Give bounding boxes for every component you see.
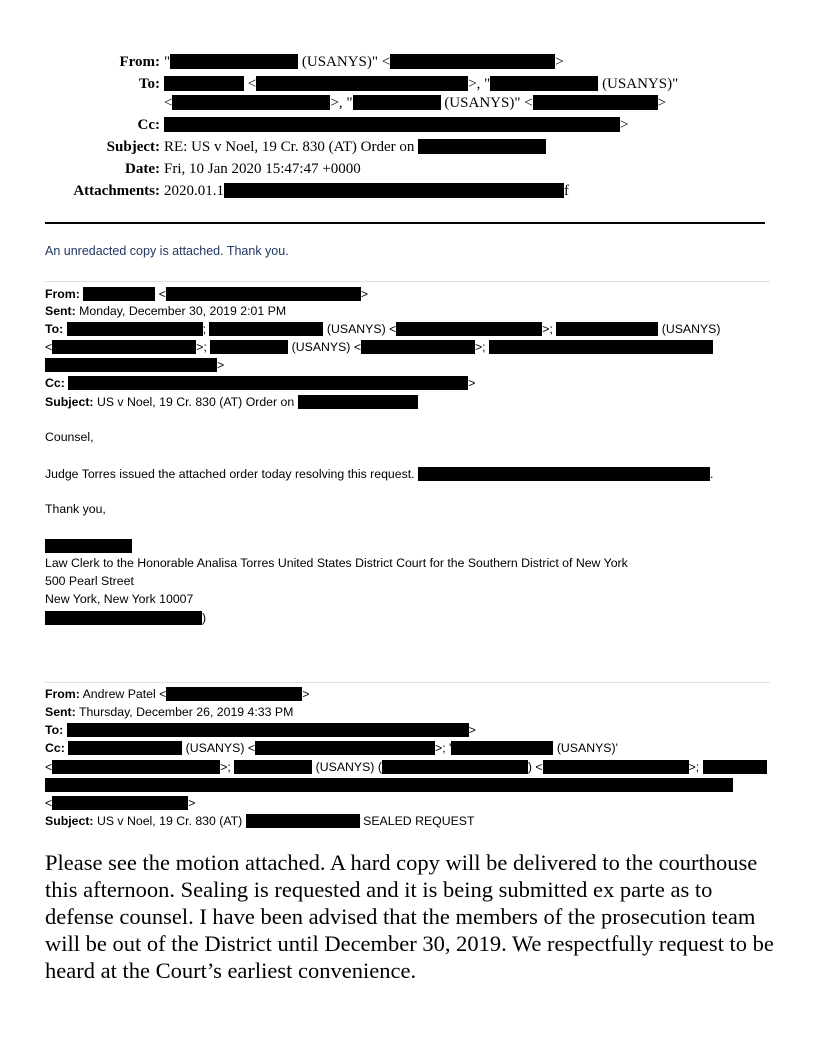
redaction-block [418,467,710,481]
redaction-block [489,340,713,354]
email1-from-row: From: < > [45,287,369,301]
header-attachments-label: Attachments: [73,183,160,199]
header-from-label: From: [119,54,160,70]
redaction-block [166,287,361,301]
email1-to-row-3: > [45,357,224,374]
email2-cc-row-2: < >; (USANYS) ( ) < >; [45,759,767,776]
header-to-label: To: [138,76,160,92]
header-divider [45,222,765,224]
email1-subject-row: Subject: US v Noel, 19 Cr. 830 (AT) Order on [45,394,418,411]
email1-sent-row: Sent: Monday, December 30, 2019 2:01 PM [45,304,287,318]
redaction-block [170,54,298,69]
header-to-value: < >, " (USANYS)" [164,75,678,94]
email2-subject-row: Subject: US v Noel, 19 Cr. 830 (AT) SEALED REQUEST [45,814,475,828]
header-date-value: Fri, 10 Jan 2020 15:47:47 +0000 [164,161,361,177]
redaction-block [164,117,620,132]
header-to-value-2: < >, " (USANYS)" < > [164,95,667,111]
redaction-block [246,814,360,828]
redaction-block [45,358,217,372]
redaction-block [353,95,441,110]
redaction-block [45,611,202,625]
email1-thanks: Thank you, [45,502,106,516]
redaction-block [418,139,546,154]
redaction-block [298,395,418,409]
redaction-block [382,760,528,774]
email1-to-row-2: < >; (USANYS) < >; [45,339,713,356]
redaction-block [68,741,182,755]
email1-signature-title: Law Clerk to the Honorable Analisa Torres United States District Court for the Southern District of New York [45,556,628,570]
header-attachments-value: 2020.01.1 f [164,183,569,199]
email2-cc-row-4: < > [45,796,196,810]
email1-cc-row: Cc: > [45,376,476,390]
redaction-block [210,340,288,354]
header-from-value: " (USANYS)" < > [164,54,564,70]
redaction-block [83,287,155,301]
email2-cc-row-3 [45,777,733,794]
header-cc-value: > [164,116,628,135]
redaction-block [543,760,689,774]
divider [45,281,770,282]
redaction-block [451,741,553,755]
redaction-block [166,687,302,701]
email1-to-row: To: ; (USANYS) < >; (USANYS) [45,322,721,336]
divider [45,682,770,683]
email2-cc-row: Cc: (USANYS) < >; ' (USANYS)' [45,741,618,755]
redaction-block [255,741,435,755]
redaction-block [390,54,555,69]
email1-body: Judge Torres issued the attached order today resolving this request. . [45,467,714,481]
header-cc-label: Cc: [137,117,160,133]
email1-salutation: Counsel, [45,430,94,444]
redaction-block [556,322,658,336]
email2-to-row: To: > [45,723,476,737]
redaction-block [490,76,598,91]
email1-signature-city: New York, New York 10007 [45,592,194,606]
header-subject-label: Subject: [106,139,160,155]
redaction-block [52,340,196,354]
email2-sent-row: Sent: Thursday, December 26, 2019 4:33 PM [45,705,294,719]
redaction-block [68,376,468,390]
email1-signature-contact: ) [45,610,206,627]
note-text: An unredacted copy is attached. Thank you. [45,244,289,258]
redaction-block [172,95,330,110]
redaction-block [52,760,220,774]
header-date-label: Date: [125,161,160,177]
header-subject-value: RE: US v Noel, 19 Cr. 830 (AT) Order on [164,138,546,157]
redaction-block [703,760,767,774]
redaction-block [164,76,244,91]
redaction-block [45,539,132,553]
redaction-block [396,322,542,336]
email1-signature-street: 500 Pearl Street [45,574,134,588]
redaction-block [533,95,658,110]
email2-from-row: From: Andrew Patel < > [45,687,310,701]
redaction-block [209,322,323,336]
redaction-block [45,778,733,792]
redaction-block [361,340,475,354]
redaction-block [224,183,564,198]
redaction-block [256,76,468,91]
redaction-block [67,723,469,737]
redaction-block [67,322,203,336]
redaction-block [52,796,188,810]
email2-body: Please see the motion attached. A hard copy will be delivered to the courthouse this afternoon. Sealing is requested and it is being submitted ex parte as to defense counsel. I have been advised that the members of the prosecution team will be out of the District until December 30, 2019. We respectfully request to be heard at the Court’s earliest convenience. [45,850,774,983]
redaction-block [234,760,312,774]
email1-signature-name [45,538,132,555]
